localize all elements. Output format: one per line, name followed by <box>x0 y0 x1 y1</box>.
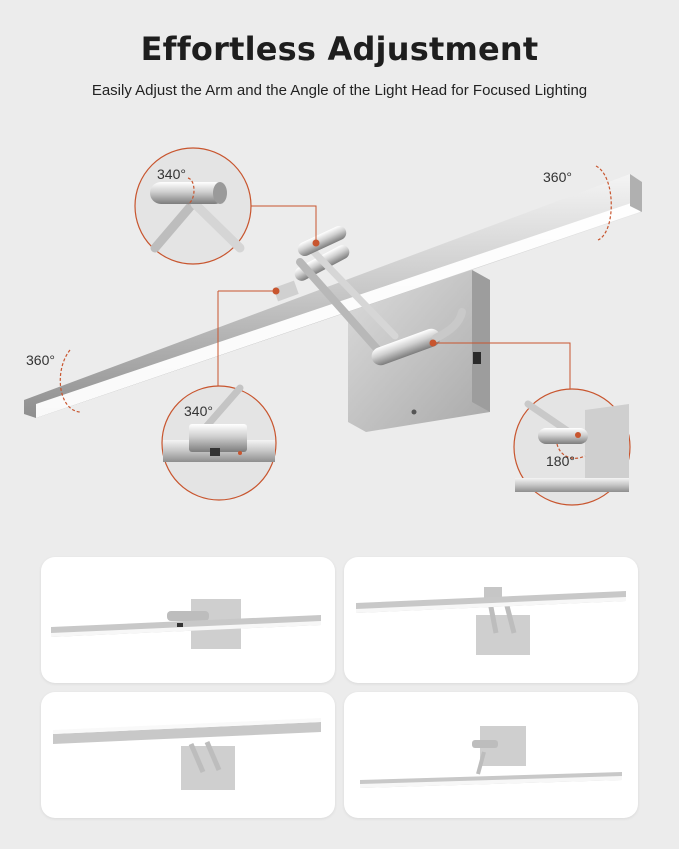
rotation-label-bar-right: 360° <box>543 169 572 185</box>
switch-icon <box>473 352 481 364</box>
page-title: Effortless Adjustment <box>140 30 539 68</box>
zoom-top-arm-joint <box>135 148 251 264</box>
position-card-extended-forward <box>41 692 335 818</box>
rotation-label-bottom-arm: 340° <box>184 403 213 419</box>
rotation-label-bar-left: 360° <box>26 352 55 368</box>
rotation-label-base-joint: 180° <box>546 453 575 469</box>
product-hero-illustration <box>0 130 679 530</box>
zoom-bottom-arm-joint <box>162 386 276 500</box>
position-card-lowered-below <box>344 692 638 818</box>
zoom-base-joint <box>514 389 630 505</box>
position-card-folded-low <box>41 557 335 683</box>
rotation-label-top-arm: 340° <box>157 166 186 182</box>
page-subtitle: Easily Adjust the Arm and the Angle of the Light Head for Focused Lighting <box>91 82 588 99</box>
position-card-raised-high <box>344 557 638 683</box>
